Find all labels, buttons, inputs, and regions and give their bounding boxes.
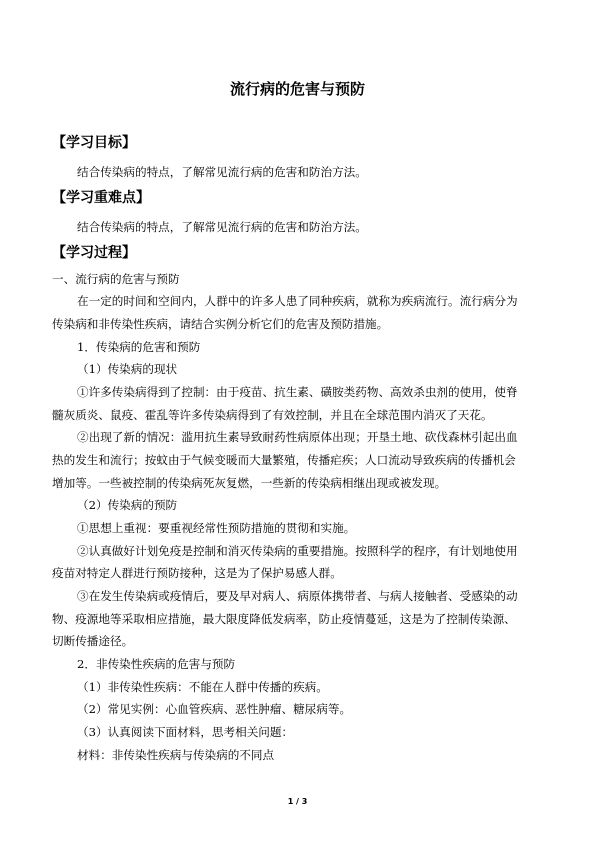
- paragraph-line: （3）认真阅读下面材料，思考相关问题：: [77, 725, 294, 739]
- paragraph-line: ①许多传染病得到了控制：由于疫苗、抗生素、磺胺类药物、高效杀虫剂的使用，使脊: [77, 385, 518, 399]
- section-heading-1: 一、流行病的危害与预防: [52, 272, 180, 286]
- paragraph-line: 髓灰质炎、鼠疫、霍乱等许多传染病得到了有效控制，并且在全球范围内消灭了天花。: [52, 408, 493, 422]
- paragraph-line: 传染病和非传染性疾病，请结合实例分析它们的危害及预防措施。: [52, 317, 389, 331]
- paragraph-line: ③在发生传染病或疫情后，要及早对病人、病原体携带者、与病人接触者、受感染的动: [77, 589, 518, 603]
- paragraph-line: 热的发生和流行；按蚊由于气候变暖而大量繁殖，传播疟疾；人口流动导致疾病的传播机会: [52, 453, 516, 467]
- subheading-1-2: （2）传染病的预防: [77, 498, 178, 512]
- key-heading: 【学习重难点】: [52, 190, 150, 206]
- paragraph-line: 切断传播途径。: [52, 634, 134, 648]
- paragraph-line: ②出现了新的情况：滥用抗生素导致耐药性病原体出现；开垦土地、砍伐森林引起出血: [77, 430, 518, 444]
- paragraph-line: 物、疫源地等采取相应措施，最大限度降低发病率，防止疫情蔓延，这是为了控制传染源、: [52, 612, 516, 626]
- page-title: 流行病的危害与预防: [229, 80, 365, 98]
- paragraph-line: ①思想上重视：要重视经常性预防措施的贯彻和实施。: [77, 521, 356, 535]
- subheading-1-1: （1）传染病的现状: [77, 362, 178, 376]
- paragraph-line: 增加等。一些被控制的传染病死灰复燃，一些新的传染病相继出现或被发现。: [52, 476, 447, 490]
- page-number: 1 / 3: [287, 797, 308, 806]
- subheading-1: 1．传染病的危害和预防: [77, 340, 201, 354]
- key-text: 结合传染病的特点，了解常见流行病的危害和防治方法。: [77, 220, 367, 234]
- process-heading: 【学习过程】: [52, 245, 136, 261]
- paragraph-line: （2）常见实例：心血管疾病、恶性肿瘤、糖尿病等。: [77, 702, 352, 716]
- paragraph-line: ②认真做好计划免疫是控制和消灭传染病的重要措施。按照科学的程序，有计划地使用: [77, 544, 518, 558]
- paragraph-line: 材料：非传染性疾病与传染病的不同点: [77, 748, 275, 762]
- goal-heading: 【学习目标】: [52, 135, 136, 151]
- paragraph-line: 疫苗对特定人群进行预防接种，这是为了保护易感人群。: [52, 566, 342, 580]
- paragraph-line: 在一定的时间和空间内，人群中的许多人患了同种疾病，就称为疾病流行。流行病分为: [77, 294, 518, 308]
- paragraph-line: （1）非传染性疾病：不能在人群中传播的疾病。: [77, 680, 328, 694]
- goal-text: 结合传染病的特点，了解常见流行病的危害和防治方法。: [77, 165, 367, 179]
- subheading-2: 2．非传染性疾病的危害与预防: [77, 657, 236, 671]
